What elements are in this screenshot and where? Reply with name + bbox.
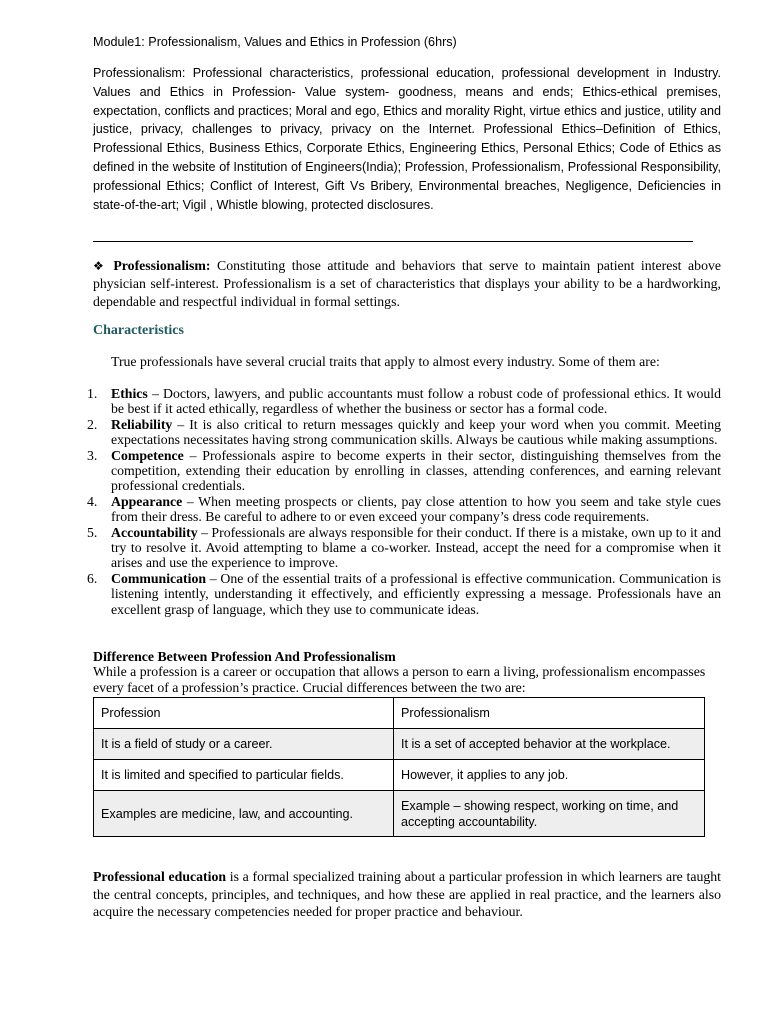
table-row <box>94 729 705 760</box>
definition-term: Professionalism: <box>113 258 211 273</box>
table-header-cell: Professionalism <box>394 698 705 729</box>
table-cell: It is a field of study or a career. <box>94 729 394 760</box>
horizontal-rule <box>93 241 693 242</box>
trait-term: Appearance <box>111 493 183 509</box>
list-item <box>87 524 722 571</box>
difference-heading: Difference Between Profession And Professionalism <box>93 649 396 664</box>
table-row <box>94 760 705 791</box>
table-cell: However, it applies to any job. <box>394 760 705 791</box>
list-item <box>87 386 721 417</box>
trait-term: Competence <box>111 447 184 463</box>
table-cell: It is a set of accepted behavior at the workplace. <box>394 729 705 760</box>
list-number: 5. <box>87 524 98 540</box>
module-title: Module1: Professionalism, Values and Ethics in Profession (6hrs) <box>93 35 457 49</box>
difference-section <box>93 649 721 695</box>
list-number: 6. <box>87 570 98 586</box>
list-number: 4. <box>87 493 98 509</box>
trait-text: – Doctors, lawyers, and public accountants must follow a robust code of professional ethics. It would be best if it acted ethically, regardless of whether the business or sector has a formal code. <box>111 386 721 417</box>
education-text: is a formal specialized training about a particular profession in which learners are taught the central concepts, principles, and techniques, and how these are applied in real practice, and the learners also acquire the necessary competencies needed for proper practice and behaviour. <box>93 869 722 920</box>
list-item <box>87 447 721 494</box>
characteristics-intro: True professionals have several crucial traits that apply to almost every industry. Some of them are: <box>111 354 660 369</box>
table-row <box>94 698 705 729</box>
list-number: 1. <box>87 386 98 401</box>
traits-list <box>87 386 722 617</box>
table-cell: Examples are medicine, law, and accounting. <box>94 791 394 837</box>
professionalism-definition <box>93 257 721 311</box>
difference-intro: While a profession is a career or occupation that allows a person to earn a living, professionalism encompasses every facet of a profession’s practice. Crucial differences between the two are: <box>93 664 706 695</box>
syllabus-paragraph: Professionalism: Professional characteristics, professional education, professional development in Industry. Values and Ethics in Profession- Value system- goodness, means and ends; Ethics-ethical premises, expectation, conflicts and practices; Moral and ego, Ethics and morality Right, virtue ethics and justice, utility and justice, privacy, challenges to privacy, privacy on the Internet. Professional Ethics–Definition of Ethics, Professional Ethics, Business Ethics, Corporate Ethics, Engineering Ethics, Personal Ethics; Code of Ethics as defined in the website of Institution of Engineers(India); Profession, Professionalism, Professional Responsibility, professional Ethics; Conflict of Interest, Gift Vs Bribery, Environmental breaches, Negligence, Deficiencies in state-of-the-art; Vigil , Whistle blowing, protected disclosures. <box>93 66 721 212</box>
trait-text: – Professionals aspire to become experts in their sector, distinguishing themselves from the competition, extending their education by enrolling in classes, attending conferences, and earning relevant professional credentials. <box>111 447 721 494</box>
diamond-bullet-icon: ❖ <box>93 259 107 273</box>
trait-term: Communication <box>111 570 207 586</box>
comparison-table <box>93 697 705 837</box>
table-cell: It is limited and specified to particular fields. <box>94 760 394 791</box>
trait-term: Reliability <box>111 416 173 432</box>
trait-term: Ethics <box>111 386 148 401</box>
trait-text: – When meeting prospects or clients, pay close attention to how you seem and take style cues from their dress. Be careful to adhere to or even exceed your company’s dress code requirements. <box>111 493 721 525</box>
table-cell: Example – showing respect, working on time, and accepting accountability. <box>394 791 705 837</box>
trait-term: Accountability <box>111 524 198 540</box>
professional-education-paragraph <box>93 868 721 921</box>
trait-text: – It is also critical to return messages quickly and keep your word when you commit. Meeting expectations necessitates having strong communication skills. Always be cautious while making assumptions. <box>111 416 721 448</box>
education-term: Professional education <box>93 869 227 884</box>
list-item <box>87 493 721 525</box>
table-header-cell: Profession <box>94 698 394 729</box>
characteristics-heading: Characteristics <box>93 323 184 338</box>
table-row <box>94 791 705 837</box>
trait-text: – One of the essential traits of a professional is effective communication. Communication is listening intently, understanding it effectively, and efficiently expressing a message. Professionals have an excellent grasp of language, which they use to communicate ideas. <box>111 570 721 617</box>
list-number: 2. <box>87 416 98 432</box>
list-item <box>87 570 721 617</box>
list-item <box>87 416 721 448</box>
trait-text: – Professionals are always responsible for their conduct. If there is a mistake, own up to it and try to resolve it. Avoid attempting to blame a co-worker. Instead, accept the need for a compromise when it arises and use the experience to improve. <box>111 524 722 571</box>
list-number: 3. <box>87 447 98 463</box>
definition-text: Constituting those attitude and behaviors that serve to maintain patient interest above physician self-interest. Professionalism is a set of characteristics that displays your ability to be a hardworking, dependable and respectful individual in formal settings. <box>93 258 721 309</box>
